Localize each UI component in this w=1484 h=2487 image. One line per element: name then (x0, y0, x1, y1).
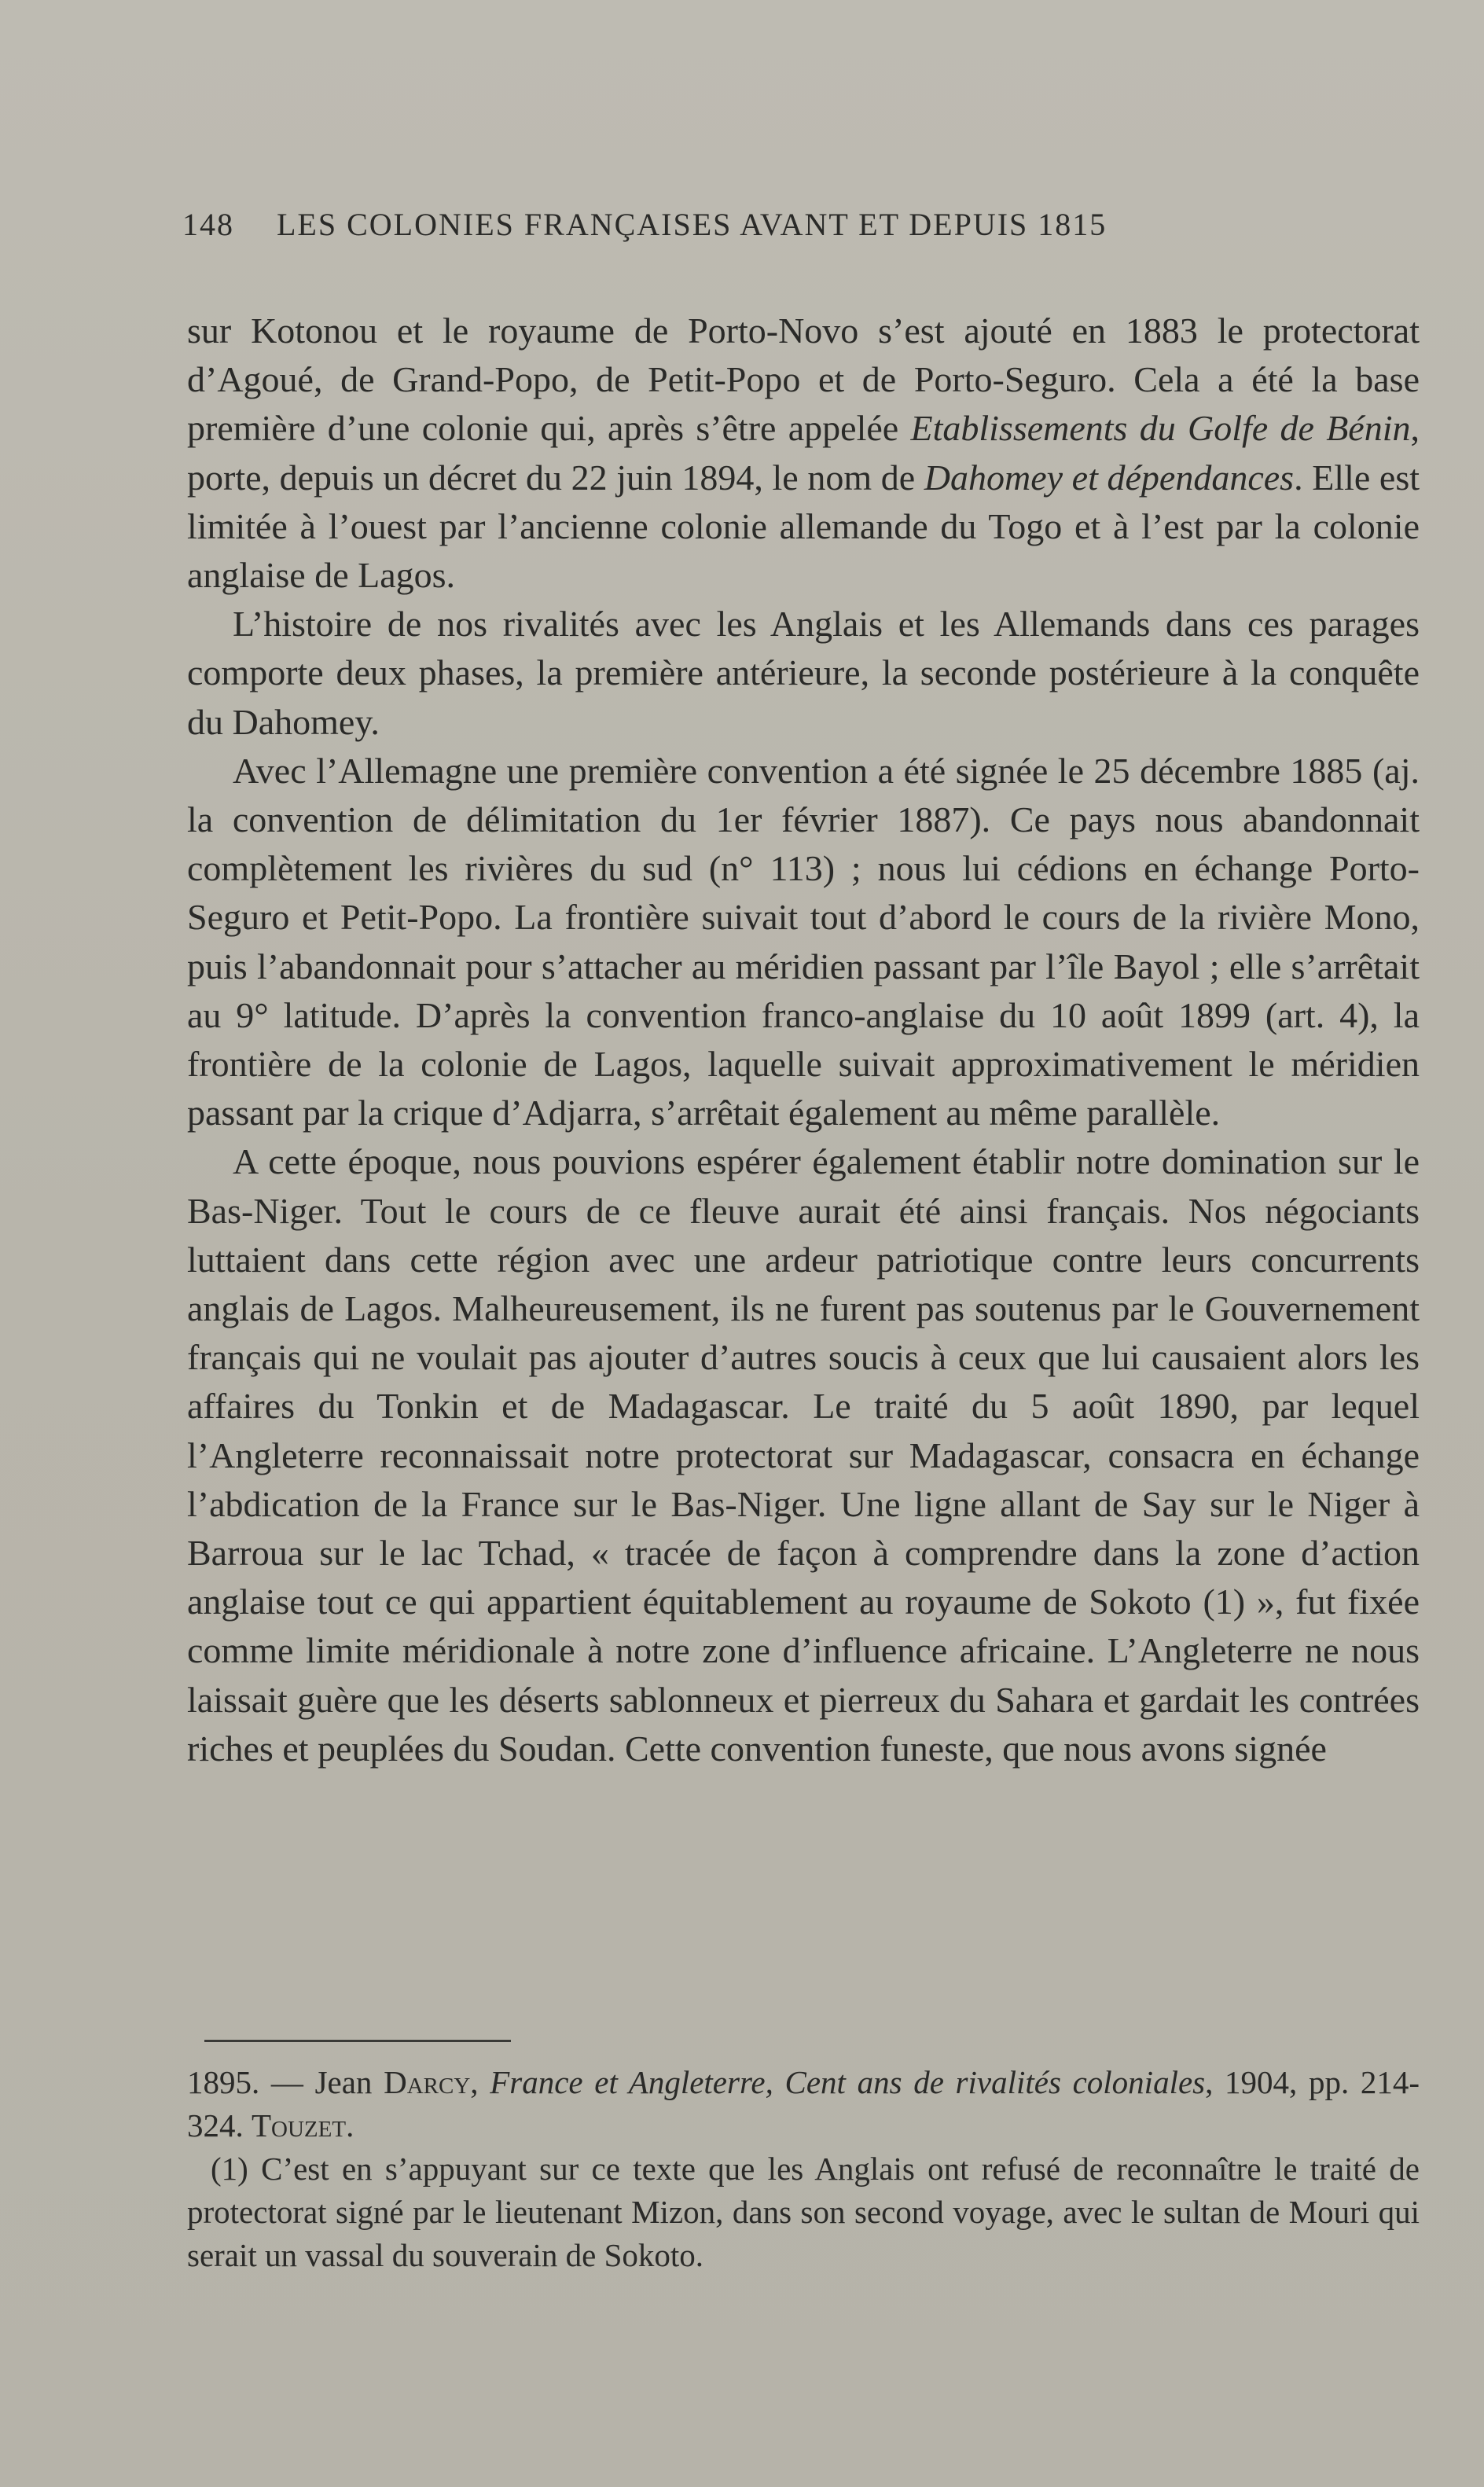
footnote-title: France et Angleterre, Cent ans de rivalités coloniales (490, 2064, 1206, 2100)
footnote-continued-text-b: , (470, 2064, 490, 2100)
paragraph-1-italic-1: Etablissements du Golfe de Bénin (910, 408, 1411, 449)
footnote-author: Darcy (384, 2064, 471, 2100)
paragraph-4: A cette époque, nous pouvions espérer également établir notre domination sur le Bas-Niger. Tout le cours de ce fleuve aurait été ainsi français. Nos négociants luttaient dans cette région avec une ardeur patriotique contre leurs concurrents anglais de Lagos. Malheureusement, ils ne furent pas soutenus par le Gouvernement français qui ne voulait pas ajouter d’autres soucis à ceux que lui causaient alors les affaires du Tonkin et de Madagascar. Le traité du 5 août 1890, par lequel l’Angleterre reconnaissait notre protectorat sur Madagascar, consacra en échange l’abdication de la France sur le Bas-Niger. Une ligne allant de Say sur le Niger à Barroua sur le lac Tchad, « tracée de façon à comprendre dans la zone d’action anglaise tout ce qui appartient équitablement au royaume de Sokoto (1) », fut fixée comme limite méridionale à notre zone d’influence africaine. L’Angleterre ne nous laissait guère que les déserts sablonneux et pierreux du Sahara et gardait les contrées riches et peuplées du Soudan. Cette convention funeste, que nous avons signée (187, 1141, 1420, 1769)
footnote-continued (187, 2061, 1420, 2147)
footnote-continued-text-c: , 1904, pp. 214-324. (187, 2064, 1420, 2144)
footnotes (187, 2061, 1420, 2277)
running-title: LES COLONIES FRANÇAISES AVANT ET DEPUIS 1815 (277, 207, 1107, 242)
footnote-author-2: Touzet (252, 2107, 347, 2144)
paragraph-3: Avec l’Allemagne une première convention a été signée le 25 décembre 1885 (aj. la convention de délimitation du 1er février 1887). Ce pays nous abandonnait complètement les rivières du sud (n° 113) ; nous lui cédions en échange Porto-Seguro et Petit-Popo. La frontière suivait tout d’abord le cours de la rivière Mono, puis l’abandonnait pour s’attacher au méridien passant par l’île Bayol ; elle s’arrêtait au 9° latitude. D’après la convention franco-anglaise du 10 août 1899 (art. 4), la frontière de la colonie de Lagos, laquelle suivait approximativement le méridien passant par la crique d’Adjarra, s’arrêtait également au même parallèle. (187, 750, 1420, 1133)
footnote-continued-text-a: 1895. — Jean (187, 2064, 384, 2100)
main-text (187, 307, 1420, 1773)
footnote-continued-text-d: . (346, 2107, 354, 2144)
paragraph-2: L’histoire de nos rivalités avec les Anglais et les Allemands dans ces parages comporte deux phases, la première antérieure, la seconde postérieure à la conquête du Dahomey. (187, 604, 1420, 742)
paragraph-1-text-b: , porte, depuis un décret du 22 juin 1894, le nom de (187, 408, 1420, 498)
paragraph-1-text-c: . Elle est limitée à l’ouest par l’ancienne colonie allemande du Togo et à l’est par la colonie anglaise de Lagos. (187, 457, 1420, 596)
running-header (182, 206, 1298, 243)
paragraph-1 (187, 307, 1420, 600)
page-number: 148 (182, 207, 234, 242)
footnote-1: (1) C’est en s’appuyant sur ce texte que les Anglais ont refusé de reconnaître le traité de protectorat signé par le lieutenant Mizon, dans son second voyage, avec le sultan de Mouri qui serait un vassal du souverain de Sokoto. (187, 2151, 1420, 2273)
paragraph-1-italic-2: Dahomey et dépendances (924, 457, 1295, 498)
footnote-rule (204, 2040, 511, 2042)
paragraph-1-text-a: sur Kotonou et le royaume de Porto-Novo s’est ajouté en 1883 le protectorat d’Agoué, de Grand-Popo, de Petit-Popo et de Porto-Seguro. Cela a été la base première d’une colonie qui, après s’être appelée (187, 310, 1420, 449)
